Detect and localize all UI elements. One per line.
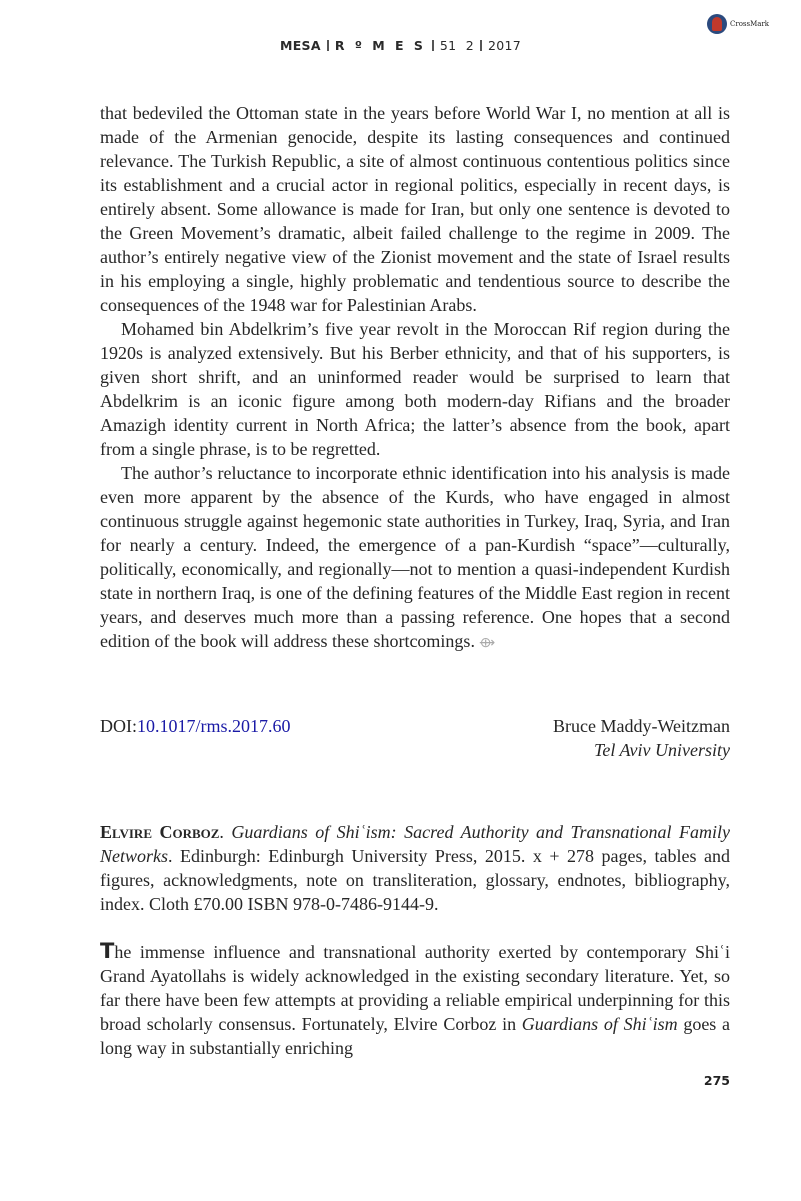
end-of-article-icon: ⟴ <box>478 636 496 651</box>
doi-link[interactable]: 10.1017/rms.2017.60 <box>137 716 291 736</box>
year: 2017 <box>488 38 522 53</box>
drop-cap: T <box>100 939 115 963</box>
crossmark-badge[interactable] <box>707 14 769 34</box>
paragraph: Mohamed bin Abdelkrim’s five year revolt in the Moroccan Rif region during the 1920s is analyzed extensively. But his Berber ethnicity, and that of his supporters, is given short shrift, and an uninformed reader would be surprised to learn that Abdelkrim is an iconic figure among both modern-day Rifians and the broader Amazigh identity current in North Africa; the latter’s absence from the book, apart from a single phrase, is to be regretted. <box>100 319 730 459</box>
book-title-inline: Guardians of Shiʿism <box>521 1014 678 1034</box>
reviewer-block <box>553 714 730 762</box>
book-publication: Edinburgh: Edinburgh University Press, 2015. x + 278 pages, tables and figures, acknowledgments, note on transliteration, glossary, endnotes, bibliography, index. Cloth £70.00 ISBN 978-0-7486-9144-9. <box>100 846 731 914</box>
reviewer-affiliation: Tel Aviv University <box>594 740 730 760</box>
divider <box>327 40 329 51</box>
running-header <box>0 38 801 53</box>
journal-name: MESA <box>279 38 321 53</box>
paragraph: The author’s reluctance to incorporate ethnic identification into his analysis is made even more apparent by the absence of the Kurds, who have engaged in almost continuous struggle against hegemonic state authorities in Turkey, Iraq, Syria, and Iran for nearly a century. Indeed, the emergence of a pan-Kurdish “space”—culturally, politically, economically, and regionally—not to mention a quasi-independent Kurdish state in northern Iraq, is one of the defining features of the Middle East region in recent years, and deserves much more than a passing reference. One hopes that a second edition of the book will address these shortcomings. ⟴ <box>100 463 730 651</box>
page-number: 275 <box>703 1073 730 1088</box>
review-body-2: The immense influence and transnational authority exerted by contemporary Shiʿi Grand Ayatollahs is widely acknowledged in the existing secondary literature. Yet, so far there have been few attempts at providing a reliable empirical underpinning for this broad scholarly consensus. Fortunately, Elvire Corboz in Guardians of Shiʿism goes a long way in substantially enriching <box>100 939 731 1058</box>
crossmark-label: CrossMark <box>730 20 770 28</box>
doi-label: DOI: <box>100 716 137 736</box>
divider <box>480 40 482 51</box>
crossmark-icon <box>707 14 727 34</box>
journal-series: R º M E S <box>334 38 426 53</box>
paragraph: that bedeviled the Ottoman state in the years before World War I, no mention at all is made of the Armenian genocide, despite its lasting consequences and continued relevance. The Turkish Republic, a site of almost continuous contentious politics since its establishment and a crucial actor in regional politics, especially in recent days, is entirely absent. Some allowance is made for Iran, but only one sentence is devoted to the Green Movement’s dramatic, albeit failed challenge to the regime in 2009. The author’s entirely negative view of the Zionist movement and the state of Israel results in his employing a single, highly problematic and tendentious source to describe the consequences of the 1948 war for Palestinian Arabs. <box>100 103 730 315</box>
book-title: Guardians of Shiʿism: Sacred Authority and Transnational Family Networks <box>100 822 730 866</box>
citation-row <box>100 714 730 760</box>
reviewer-name: Bruce Maddy-Weitzman <box>553 716 730 736</box>
book-author: Elvire Corboz <box>100 822 220 842</box>
divider <box>432 40 434 51</box>
book-citation: Elvire Corboz. Guardians of Shiʿism: Sacred Authority and Transnational Family Networks. Edinburgh: Edinburgh University Press, 2015. x + 278 pages, tables and figures, acknowledgments, note on transliteration, glossary, endnotes, bibliography, index. Cloth £70.00 ISBN 978-0-7486-9144-9. <box>100 822 731 914</box>
issue: 2 <box>465 38 474 53</box>
review-body <box>100 101 730 656</box>
volume: 51 <box>439 38 457 53</box>
